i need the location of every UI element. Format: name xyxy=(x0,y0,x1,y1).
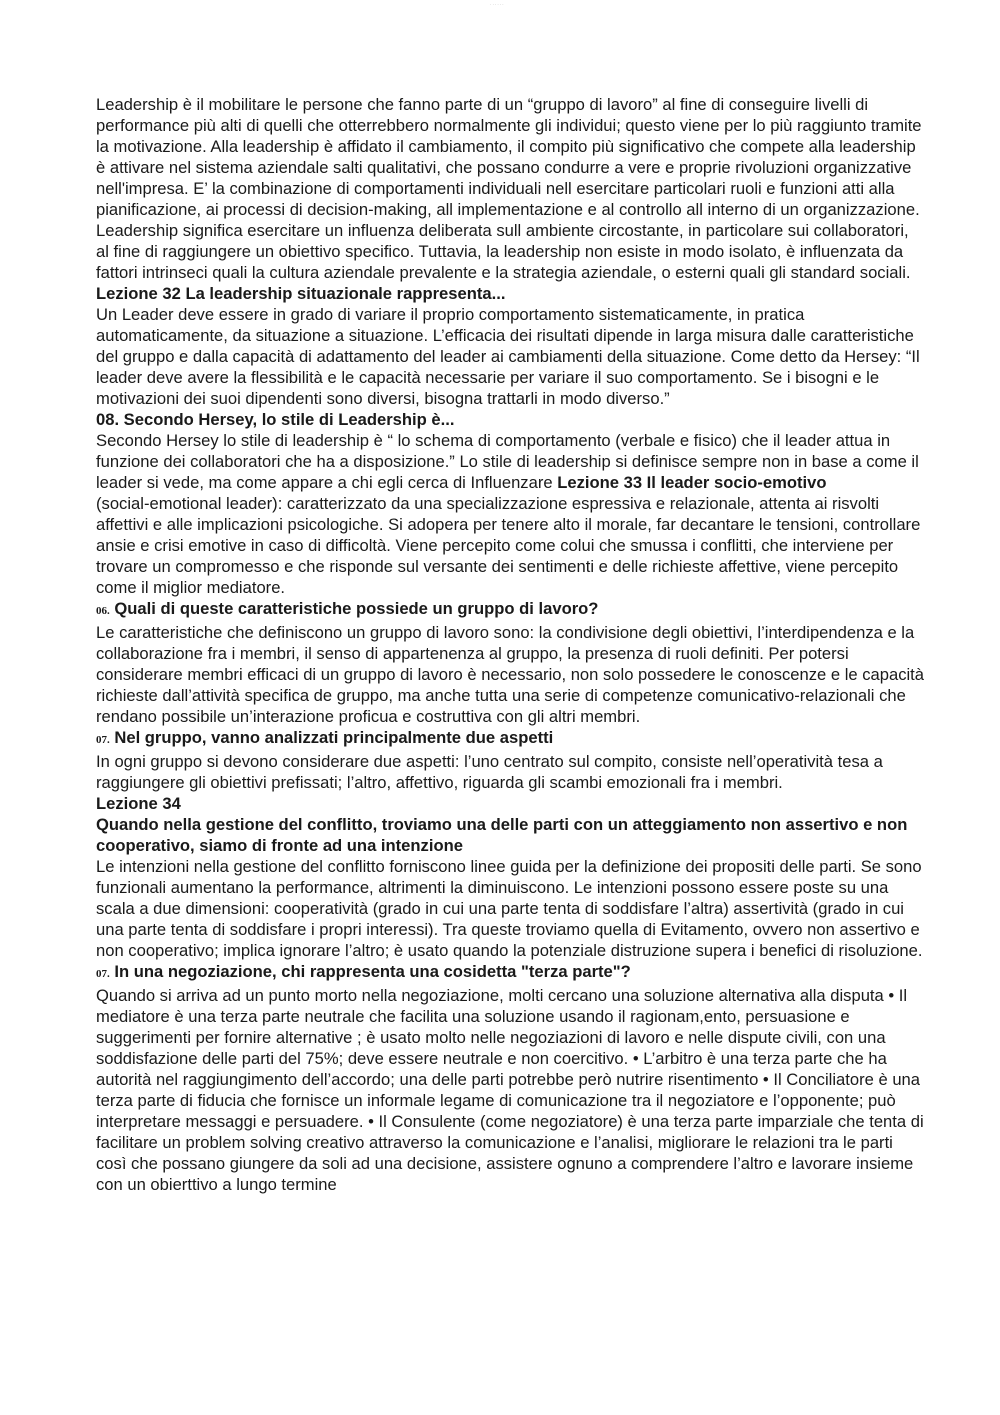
heading-lezione-34: Lezione 34 xyxy=(96,794,181,813)
heading-lezione-33: Lezione 33 Il leader socio-emotivo xyxy=(557,473,827,492)
paragraph-leadership-definition: Leadership è il mobilitare le persone che fanno parte di un “gruppo di lavoro” al fine di conseguire livelli di performance più alti di quelli che otterrebbero normalmente gli individui; questo viene per lo più raggiunto tramite la motivazione. Alla leadership è affidato il cambiamento, il compito più significativo che compete alla leadership è attivare nel sistema aziendale salti qualitativi, che possano condurre a vere e proprie rivoluzioni organizzative nell'impresa. E’ la combinazione di comportamenti individuali nell esercitare particolari ruoli e funzioni atti alla pianificazione, ai processi di decision-making, all implementazione e al controllo all interno di un organizzazione. Leadership significa esercitare un influenza deliberata sull ambiente circostante, in particolare sui collaboratori, al fine di raggiungere un obiettivo specifico. Tuttavia, la leadership non esiste in modo isolato, è influenzata da fattori intrinseci quali la cultura aziendale prevalente e la strategia aziendale, o esterni quali gli standard sociali. xyxy=(96,95,922,282)
question-text: Nel gruppo, vanno analizzati principalmente due aspetti xyxy=(109,728,554,747)
paragraph-socio-emotional-leader: (social-emotional leader): caratterizzato da una specializzazione espressiva e relazionale, attenta ai risvolti affettivi e alle implicazioni psicologiche. Si adopera per tenere alto il morale, far decantare le tensioni, controllare ansie e crisi emotive in caso di difficoltà. Viene percepito come colui che smussa i conflitti, che interviene per trovare un compromesso e che risponde sul versante dei sentimenti e delle richieste affettive, viene percepito come il miglior mediatore. xyxy=(96,494,921,597)
question-number: 07. xyxy=(96,734,110,746)
question-text: Quali di queste caratteristiche possiede un gruppo di lavoro? xyxy=(109,599,599,618)
paragraph-two-aspects: In ogni gruppo si devono considerare due aspetti: l’uno centrato sul compito, consiste nell’operatività tesa a raggiungere gli obiettivi prefissati; l’altro, affettivo, riguarda gli scambi emozionali fra i membri. xyxy=(96,752,883,792)
paragraph-group-characteristics: Le caratteristiche che definiscono un gruppo di lavoro sono: la condivisione degli obiettivi, l’interdipendenza e la collaborazione fra i membri, il senso di appartenenza al gruppo, la presenza di ruoli definiti. Per potersi considerare membri efficaci di un gruppo di lavoro è necessario, non solo possedere le conoscenze e le capacità richieste dall’attività specifica de gruppo, ma anche tutta una serie di competenze comunicativo-relazionali che rendano possibile un’interazione proficua e costruttiva con gli altri membri. xyxy=(96,623,925,726)
heading-question-06-group xyxy=(96,598,926,622)
page-header-mark: · · · · · · xyxy=(490,2,504,7)
heading-lezione-32: Lezione 32 La leadership situazionale rappresenta... xyxy=(96,284,506,303)
document-page xyxy=(96,94,926,1195)
heading-question-08-hersey: 08. Secondo Hersey, lo stile di Leadership è... xyxy=(96,410,455,429)
heading-question-07-third-party xyxy=(96,961,926,985)
question-text: In una negoziazione, chi rappresenta una cosidetta "terza parte"? xyxy=(109,962,631,981)
paragraph-conflict-intentions: Le intenzioni nella gestione del conflitto forniscono linee guida per la definizione dei propositi delle parti. Se sono funzionali aumentano la performance, altrimenti la diminuiscono. Le intenzioni possono essere poste su una scala a due dimensioni: cooperatività (grado in cui una parte tenta di soddisfare l’altra) assertività (grado in cui una parte tenta di soddisfare i propri interessi). Tra queste troviamo quella di Evitamento, ovvero non assertivo e non cooperativo; implica ignorare l’altro; è usato quando la potenziale distruzione supera i benefici di risoluzione. xyxy=(96,857,923,960)
question-number: 07. xyxy=(96,968,110,980)
paragraph-third-party: Quando si arriva ad un punto morto nella negoziazione, molti cercano una soluzione alternativa alla disputa • Il mediatore è una terza parte neutrale che facilita una soluzione usando il ragionam,ento, persuasione e suggerimenti per fornire alternative ; è usato molto nelle negoziazioni di lavoro e nelle dispute civili, con una soddisfazione delle parti del 75%; deve essere neutrale e non coercitivo. • L’arbitro è una terza parte che ha autorità nel raggiungimento dell’accordo; una delle parti potrebbe però nutrire risentimento • Il Conciliatore è una terza parte di fiducia che fornisce un informale legame di comunicazione tra il negoziatore e l’opponente; può interpretare messaggi e persuadere. • Il Consulente (come negoziatore) è una terza parte imparziale che tenta di facilitare un problem solving creativo attraverso la comunicazione e l’analisi, migliorare le relazioni tra le parti così che possano giungere da soli ad una decisione, assistere ognuno a comprendere l’altro e lavorare insieme con un obierttivo a lungo termine xyxy=(96,986,924,1194)
heading-conflict-question: Quando nella gestione del conflitto, troviamo una delle parti con un atteggiamento non assertivo e non cooperativo, siamo di fronte ad una intenzione xyxy=(96,815,908,855)
question-number: 06. xyxy=(96,605,110,617)
heading-question-07-aspects xyxy=(96,727,926,751)
paragraph-hersey-text: Secondo Hersey lo stile di leadership è “ lo schema di comportamento (verbale e fisico) che il leader attua in funzione dei collaboratori che ha a disposizione.” Lo stile di leadership si definisce sempre non in base a come il leader si vede, ma come appare a chi egli cerca di Influenzare xyxy=(96,431,919,492)
paragraph-situational-leadership: Un Leader deve essere in grado di variare il proprio comportamento sistematicamente, in pratica automaticamente, da situazione a situazione. L’efficacia dei risultati dipende in larga misura dalle caratteristiche del gruppo e dalla capacità di adattamento del leader ai cambiamenti della situazione. Come detto da Hersey: “Il leader deve avere la flessibilità e le capacità necessarie per variare il suo comportamento. Se i bisogni e le motivazioni dei suoi dipendenti sono diversi, bisogna trattarli in modo diverso.” xyxy=(96,305,920,408)
paragraph-hersey-style xyxy=(96,430,926,493)
